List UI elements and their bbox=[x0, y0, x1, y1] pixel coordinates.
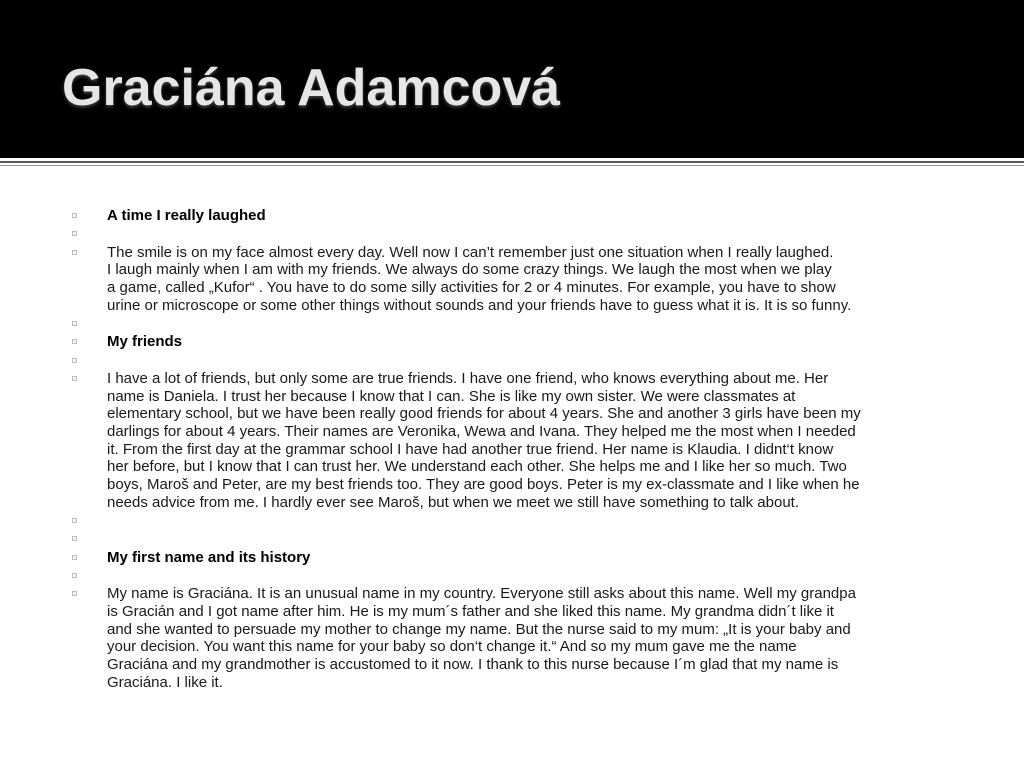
text-line: Graciána. I like it. bbox=[107, 673, 223, 691]
list-item-empty bbox=[70, 315, 970, 333]
list-item-paragraph-name bbox=[70, 585, 970, 691]
text-line: is Gracián and I got name after him. He is my mum´s father and she liked this name. My grandma didn´t like it bbox=[107, 602, 834, 620]
square-bullet-icon bbox=[72, 376, 77, 381]
square-bullet-icon bbox=[72, 321, 77, 326]
text-line: I have a lot of friends, but only some are true friends. I have one friend, who knows everything about me. Her bbox=[107, 369, 829, 387]
text-line: boys, Maroš and Peter, are my best friends too. They are good boys. Peter is my ex-classmate and I like when he bbox=[107, 476, 860, 494]
list-item-empty bbox=[70, 530, 970, 548]
square-bullet-icon bbox=[72, 213, 77, 218]
list-item-empty bbox=[70, 512, 970, 530]
divider-line bbox=[0, 161, 1024, 163]
heading-name-history: My first name and its history bbox=[107, 548, 311, 566]
square-bullet-icon bbox=[72, 250, 77, 255]
text-line: urine or microscope or some other things without sounds and your friends have to guess what it is. It is so funny. bbox=[107, 296, 852, 314]
list-item-paragraph-friends bbox=[70, 370, 970, 512]
title-bar bbox=[0, 0, 1024, 158]
list-item-empty bbox=[70, 567, 970, 585]
square-bullet-icon bbox=[72, 591, 77, 596]
text-line: needs advice from me. I hardly ever see Maroš, but when we meet we still have something to talk about. bbox=[107, 493, 800, 511]
text-line: My name is Graciána. It is an unusual name in my country. Everyone still asks about this name. Well my grandpa bbox=[107, 585, 856, 603]
slide-title: Graciána Adamcová bbox=[62, 59, 561, 117]
heading-laughed: A time I really laughed bbox=[107, 207, 266, 224]
list-item-paragraph-laughed bbox=[70, 244, 970, 315]
square-bullet-icon bbox=[72, 555, 77, 560]
square-bullet-icon bbox=[72, 358, 77, 363]
list-item-heading-friends bbox=[70, 333, 970, 351]
text-line: and she wanted to persuade my mother to change my name. But the nurse said to my mum: „It is your baby and bbox=[107, 620, 851, 638]
text-line: Graciána and my grandmother is accustomed to it now. I thank to this nurse because I´m glad that my name is bbox=[107, 656, 839, 674]
text-line: name is Daniela. I trust her because I know that I can. She is like my own sister. We were classmates at bbox=[107, 387, 796, 405]
text-line: a game, called „Kufor“ . You have to do some silly activities for 2 or 4 minutes. For example, you have to show bbox=[107, 278, 836, 296]
list-item-empty bbox=[70, 352, 970, 370]
list-item-heading-laughed bbox=[70, 207, 970, 225]
text-line: her before, but I know that I can trust her. We understand each other. She helps me and I like her so much. Two bbox=[107, 458, 847, 476]
divider-line-thin bbox=[0, 165, 1024, 166]
text-line: darlings for about 4 years. Their names are Veronika, Wewa and Ivana. They helped me the most when I needed bbox=[107, 422, 856, 440]
square-bullet-icon bbox=[72, 231, 77, 236]
list-item-heading-name bbox=[70, 549, 970, 567]
text-line: your decision. You want this name for your baby so don‘t change it.“ And so my mum gave me the name bbox=[107, 638, 797, 656]
text-line: The smile is on my face almost every day. Well now I can’t remember just one situation when I really laughed. bbox=[107, 243, 834, 261]
bullet-list bbox=[70, 207, 970, 692]
text-line: I laugh mainly when I am with my friends. We always do some crazy things. We laugh the most when we play bbox=[107, 261, 832, 279]
square-bullet-icon bbox=[72, 536, 77, 541]
square-bullet-icon bbox=[72, 518, 77, 523]
text-line: elementary school, but we have been really good friends for about 4 years. She and another 3 girls have been my bbox=[107, 405, 861, 423]
list-item-empty bbox=[70, 225, 970, 243]
square-bullet-icon bbox=[72, 573, 77, 578]
heading-friends: My friends bbox=[107, 333, 183, 351]
text-line: it. From the first day at the grammar school I have had another true friend. Her name is Klaudia. I didnt‘t know bbox=[107, 440, 834, 458]
square-bullet-icon bbox=[72, 339, 77, 344]
